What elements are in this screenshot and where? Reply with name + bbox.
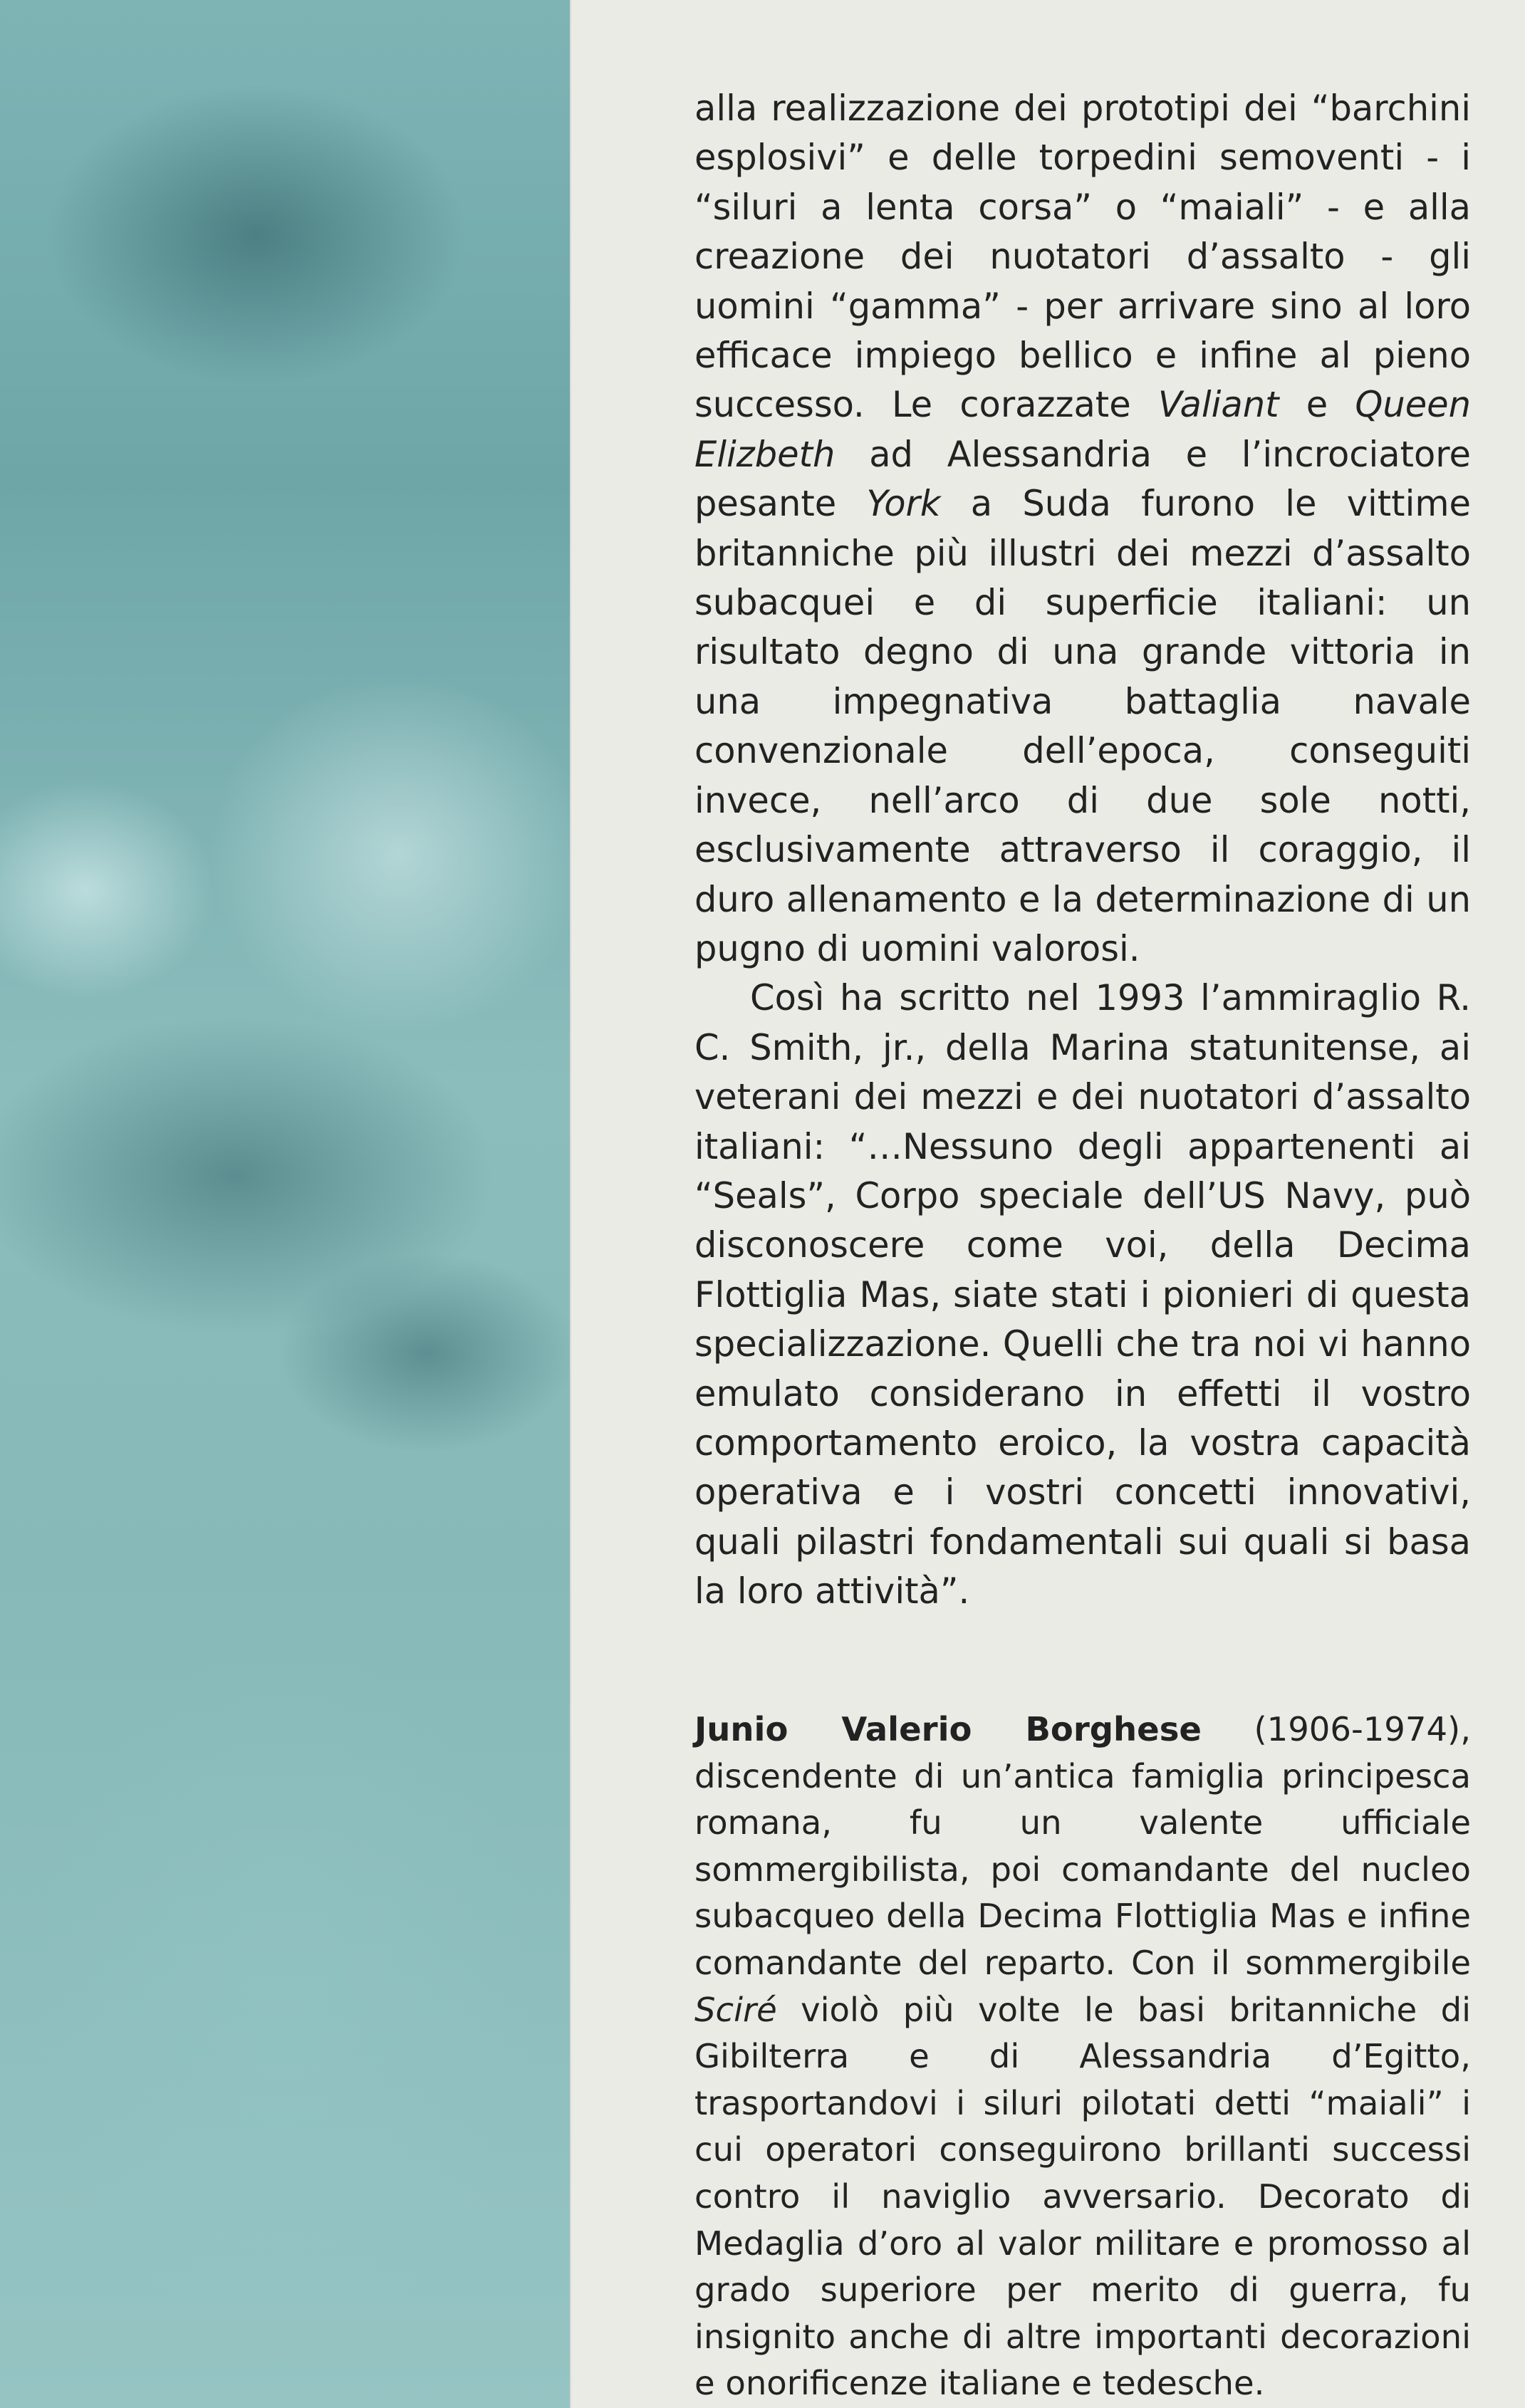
- paragraph-1-text: e: [1279, 384, 1355, 426]
- bio-text: violò più volte le basi britanniche di Gibilterra e di Alessandria d’Egitto, trasportandovi i siluri pilotati detti “maiali” i cui operatori conseguirono brillanti successi contro il naviglio avversario. Decorato di Medaglia d’oro al valor militare e promosso al grado superiore per merito di guerra, fu insignito anche di altre importanti decorazioni e onorificenze italiane e tedesche.: [694, 1990, 1471, 2403]
- paragraph-2: Così ha scritto nel 1993 l’ammiraglio R. C. Smith, jr., della Marina statunitense, ai veterani dei mezzi e dei nuotatori d’assalto italiani: “…Nessuno degli appartenenti ai “Seals”, Corpo speciale dell’US Navy, può disconoscere come voi, della Decima Flottiglia Mas, siate stati i pionieri di questa specializzazione. Quelli che tra noi vi hanno emulato considerano in effetti il vostro comportamento eroico, la vostra capacità operativa e i vostri concetti innovativi, quali pilastri fondamentali sui quali si basa la loro attività”.: [694, 977, 1471, 1612]
- author-name: Junio Valerio Borghese: [694, 1710, 1202, 1748]
- ship-name: Valiant: [1157, 384, 1279, 426]
- cover-photo: [0, 0, 571, 2408]
- ship-name: York: [866, 483, 941, 525]
- paragraph-1-text: a Suda furono le vittime britanniche più illustri dei mezzi d’assalto subacquei e di superficie italiani: un risultato degno di una grande vittoria in una impegnativa battaglia navale convenzionale dell’epoca, conseguiti invece, nell’arco di due sole notti, esclusivamente attraverso il coraggio, il duro allenamento e la determinazione di un pugno di uomini valorosi.: [694, 483, 1472, 969]
- main-text: [694, 84, 1471, 1617]
- submarine-name: Sciré: [694, 1990, 777, 2029]
- author-bio: [694, 1706, 1471, 2407]
- ship-name: Queen Elizbeth: [694, 384, 1471, 475]
- paragraph-1-text: alla realizzazione dei prototipi dei “barchini esplosivi” e delle torpedini semoventi - i “siluri a lenta corsa” o “maiali” - e alla creazione dei nuotatori d’assalto - gli uomini “gamma” - per arrivare sino al loro efficace impiego bellico e infine al pieno successo. Le corazzate: [694, 88, 1471, 426]
- bio-text: (1906-1974), discendente di un’antica famiglia principesca romana, fu un valente ufficiale sommergibilista, poi comandante del nucleo subacqueo della Decima Flottiglia Mas e infine comandante del reparto. Con il sommergibile: [694, 1710, 1471, 1982]
- paragraph-1-text: ad Alessandria e l’incrociatore pesante: [694, 433, 1471, 525]
- paragraph-1: [694, 84, 1471, 974]
